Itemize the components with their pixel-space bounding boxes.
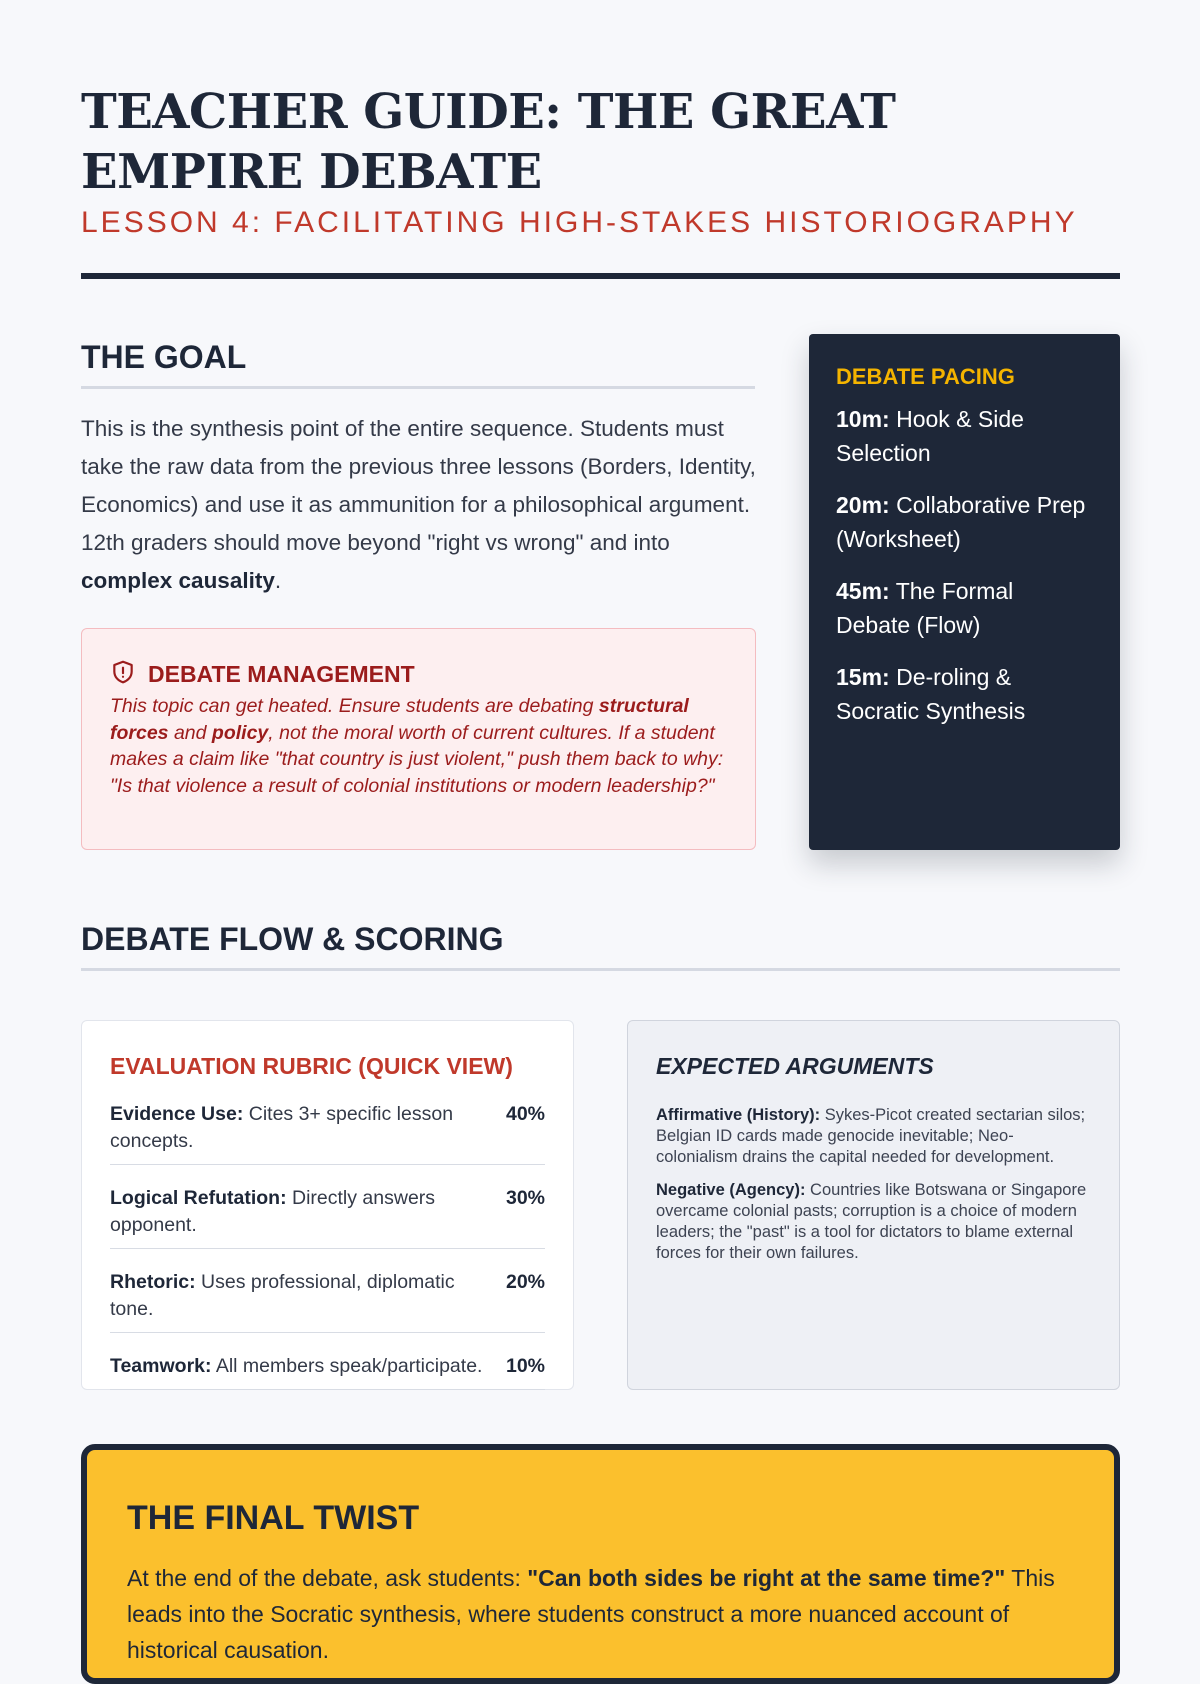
pacing-label: The Formal Debate (Flow) [836,578,1014,638]
pacing-label: De-roling & Socratic Synthesis [836,664,1026,724]
pacing-time: 15m: [836,664,890,690]
pacing-time: 10m: [836,406,890,432]
pacing-label: Collaborative Prep (Worksheet) [836,492,1086,552]
pacing-item [836,574,1093,642]
teacher-guide-page [81,0,1120,1663]
pacing-time: 20m: [836,492,890,518]
pacing-label: Hook & Side Selection [836,406,1024,466]
goal-emphasis: complex causality [81,568,275,593]
debate-pacing-panel [809,334,1120,850]
pacing-item [836,488,1093,556]
goal-heading: THE GOAL [81,336,755,389]
twist-text: At the end of the debate, ask students: "Can both sides be right at the same time?" This leads into the Socratic synthesis, where students construct a more nuanced account of historical causation. [127,1565,1055,1663]
argument-negative: Negative (Agency): Countries like Botswana or Singapore overcame colonial pasts; corruption is a choice of modern leaders; the "past" is a tool for dictators to blame external forces for their own failures. [656,1181,1087,1262]
twist-title: THE FINAL TWIST [127,1499,420,1537]
rubric-criterion: Rhetoric: Uses professional, diplomatic tone. [110,1271,455,1320]
shield-alert-icon [110,659,136,690]
expected-arguments-card [627,1020,1120,1390]
pacing-time: 45m: [836,578,890,604]
debate-management-alert [81,628,756,850]
evaluation-rubric-card [81,1020,574,1390]
rubric-criterion: Evidence Use: Cites 3+ specific lesson concepts. [110,1103,454,1152]
final-twist-card [81,1444,1120,1684]
argument-affirmative: Affirmative (History): Sykes-Picot created sectarian silos; Belgian ID cards made genocide inevitable; Neo-colonialism drains the capital needed for development. [656,1106,1086,1166]
pacing-item [836,402,1093,470]
rubric-weight: 10% [505,1355,545,1377]
pacing-title: DEBATE PACING [836,364,1015,389]
alert-header [110,659,727,689]
rubric-row [110,1101,545,1165]
rubric-weight: 20% [505,1271,545,1293]
rubric-criterion: Teamwork: All members speak/participate. [110,1355,483,1377]
rubric-weight: 30% [505,1187,545,1209]
header-divider [81,273,1120,279]
rubric-row [110,1353,545,1390]
twist-question: "Can both sides be right at the same time?" [527,1565,1006,1591]
pacing-item [836,660,1093,728]
rubric-row [110,1269,545,1333]
rubric-title: EVALUATION RUBRIC (QUICK VIEW) [110,1053,513,1079]
alert-title: DEBATE MANAGEMENT [148,660,415,687]
goal-paragraph: This is the synthesis point of the entire sequence. Students must take the raw data from the previous three lessons (Borders, Identity, Economics) and use it as ammunition for a philosophical argument. 12th graders should move beyond "right vs wrong" and into complex causality. [81,416,756,593]
rubric-row [110,1185,545,1249]
alert-body: This topic can get heated. Ensure students are debating structural forces and policy, not the moral worth of current cultures. If a student makes a claim like "that country is just violent," push them back to why: "Is that violence a result of colonial institutions or modern leadership?" [110,695,724,797]
expected-title: EXPECTED ARGUMENTS [656,1053,934,1079]
page-title: TEACHER GUIDE: THE GREAT EMPIRE DEBATE [81,84,896,200]
rubric-criterion: Logical Refutation: Directly answers opponent. [110,1187,436,1236]
flow-heading: DEBATE FLOW & SCORING [81,918,1120,971]
page-subtitle: LESSON 4: FACILITATING HIGH-STAKES HISTORIOGRAPHY [81,206,1078,239]
rubric-weight: 40% [505,1103,545,1125]
